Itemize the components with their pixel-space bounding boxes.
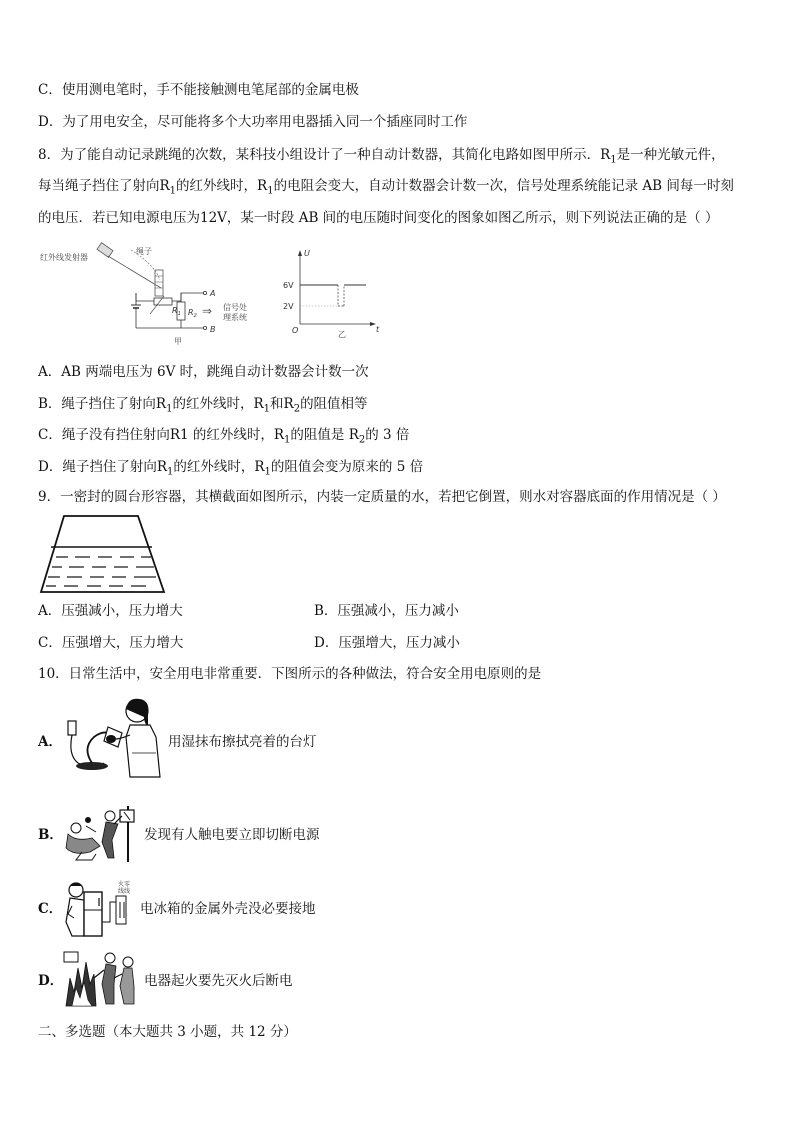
q7-option-d: D．为了用电安全，尽可能将多个大功率用电器插入同一个插座同时工作 bbox=[38, 114, 468, 130]
axis-t-label: t bbox=[376, 325, 380, 334]
q9-option-b: B．压强减小，压力减小 bbox=[314, 603, 459, 619]
fridge-ground-illustration bbox=[62, 878, 142, 940]
q10-option-b-label: B． bbox=[38, 827, 63, 843]
emitter-label: 红外线发射器 bbox=[40, 253, 88, 262]
q8-option-a: A．AB 两端电压为 6V 时，跳绳自动计数器会计数一次 bbox=[38, 364, 369, 380]
r1-label: $R_1$ bbox=[172, 306, 181, 317]
q10-stem: 10．日常生活中，安全用电非常重要．下图所示的各种做法，符合安全用电原则的是 bbox=[38, 666, 542, 682]
q10-option-a-text: 用湿抹布擦拭亮着的台灯 bbox=[168, 734, 317, 750]
tick-2v: 2V bbox=[283, 302, 294, 311]
q9-stem: 9．一密封的圆台形容器，其横截面如图所示，内装一定质量的水，若把它倒置，则水对容器底面的作用情况是（ ） bbox=[38, 489, 726, 505]
q10-option-a-label: A． bbox=[38, 734, 62, 750]
q9-option-a: A．压强减小，压力增大 bbox=[38, 603, 183, 619]
q9-container-figure bbox=[38, 513, 168, 595]
q8-option-b: B．绳子挡住了射向$R_1$的红外线时，$R_1$和$R_2$的阻值相等 bbox=[38, 396, 368, 415]
origin-label: O bbox=[292, 326, 299, 335]
q10-option-b-text: 发现有人触电要立即切断电源 bbox=[144, 827, 320, 843]
signal-label-1: 信号处 bbox=[223, 303, 247, 312]
infrared-ray bbox=[108, 256, 161, 288]
q8-option-d: D．绳子挡住了射向$R_1$的红外线时，$R_1$的阻值会变为原来的 5 倍 bbox=[38, 459, 424, 478]
section-2-heading: 二、多选题（本大题共 3 小题，共 12 分） bbox=[38, 1024, 297, 1040]
q10-option-d-label: D． bbox=[38, 973, 64, 989]
arrow-icon: ⇒ bbox=[202, 304, 213, 318]
terminal-a-label: A bbox=[210, 289, 216, 298]
q10-option-c-label: C． bbox=[38, 901, 63, 917]
fridge-sign-line2: 线线 bbox=[118, 888, 131, 895]
frustum-container bbox=[41, 516, 164, 592]
q8-stem-line1: 8．为了能自动记录跳绳的次数，某科技小组设计了一种自动计数器，其简化电路如图甲所示．$R_1$是一种光敏元件， bbox=[38, 147, 725, 166]
r1-resistor bbox=[154, 298, 172, 305]
q10-option-d-text: 电器起火要先灭火后断电 bbox=[144, 973, 293, 989]
figure-jia-label: 甲 bbox=[174, 337, 182, 346]
r2-label: $R_2$ bbox=[188, 308, 197, 319]
q9-option-c: C．压强增大，压力增大 bbox=[38, 635, 184, 651]
q9-option-d: D．压强增大，压力减小 bbox=[314, 635, 460, 651]
lamp-wiping-illustration bbox=[64, 693, 164, 785]
fridge-sign-line1: 火零 bbox=[118, 881, 131, 888]
q8-option-c: C．绳子没有挡住射向R1 的红外线时，$R_1$的阻值是 $R_2$的 3 倍 bbox=[38, 427, 410, 446]
q7-option-c: C．使用测电笔时，手不能接触测电笔尾部的金属电极 bbox=[38, 82, 359, 98]
q8-voltage-graph bbox=[280, 244, 380, 340]
fire-illustration bbox=[62, 948, 142, 1010]
rope-icon bbox=[155, 270, 163, 296]
q8-stem-line2: 每当绳子挡住了射向$R_1$的红外线时，$R_1$的电阻会变大，自动计数器会计数一次，信号处理系统能记录 AB 间每一时刻 bbox=[38, 178, 734, 197]
q8-circuit-figure bbox=[36, 240, 276, 348]
figure-yi-label: 乙 bbox=[338, 330, 346, 339]
emitter-icon bbox=[97, 243, 113, 258]
q8-stem-line3: 的电压．若已知电源电压为12V，某一时段 AB 间的电压随时间变化的图象如图乙所示，则下列说法正确的是（ ） bbox=[38, 210, 719, 226]
q10-option-c-text: 电冰箱的金属外壳没必要接地 bbox=[140, 901, 316, 917]
terminal-b-label: B bbox=[210, 325, 216, 334]
cut-power-illustration bbox=[62, 802, 142, 864]
tick-6v: 6V bbox=[283, 281, 294, 290]
axis-u-label: U bbox=[304, 249, 310, 258]
signal-label-2: 理系统 bbox=[223, 313, 247, 322]
rope-label: 绳子 bbox=[136, 247, 152, 256]
